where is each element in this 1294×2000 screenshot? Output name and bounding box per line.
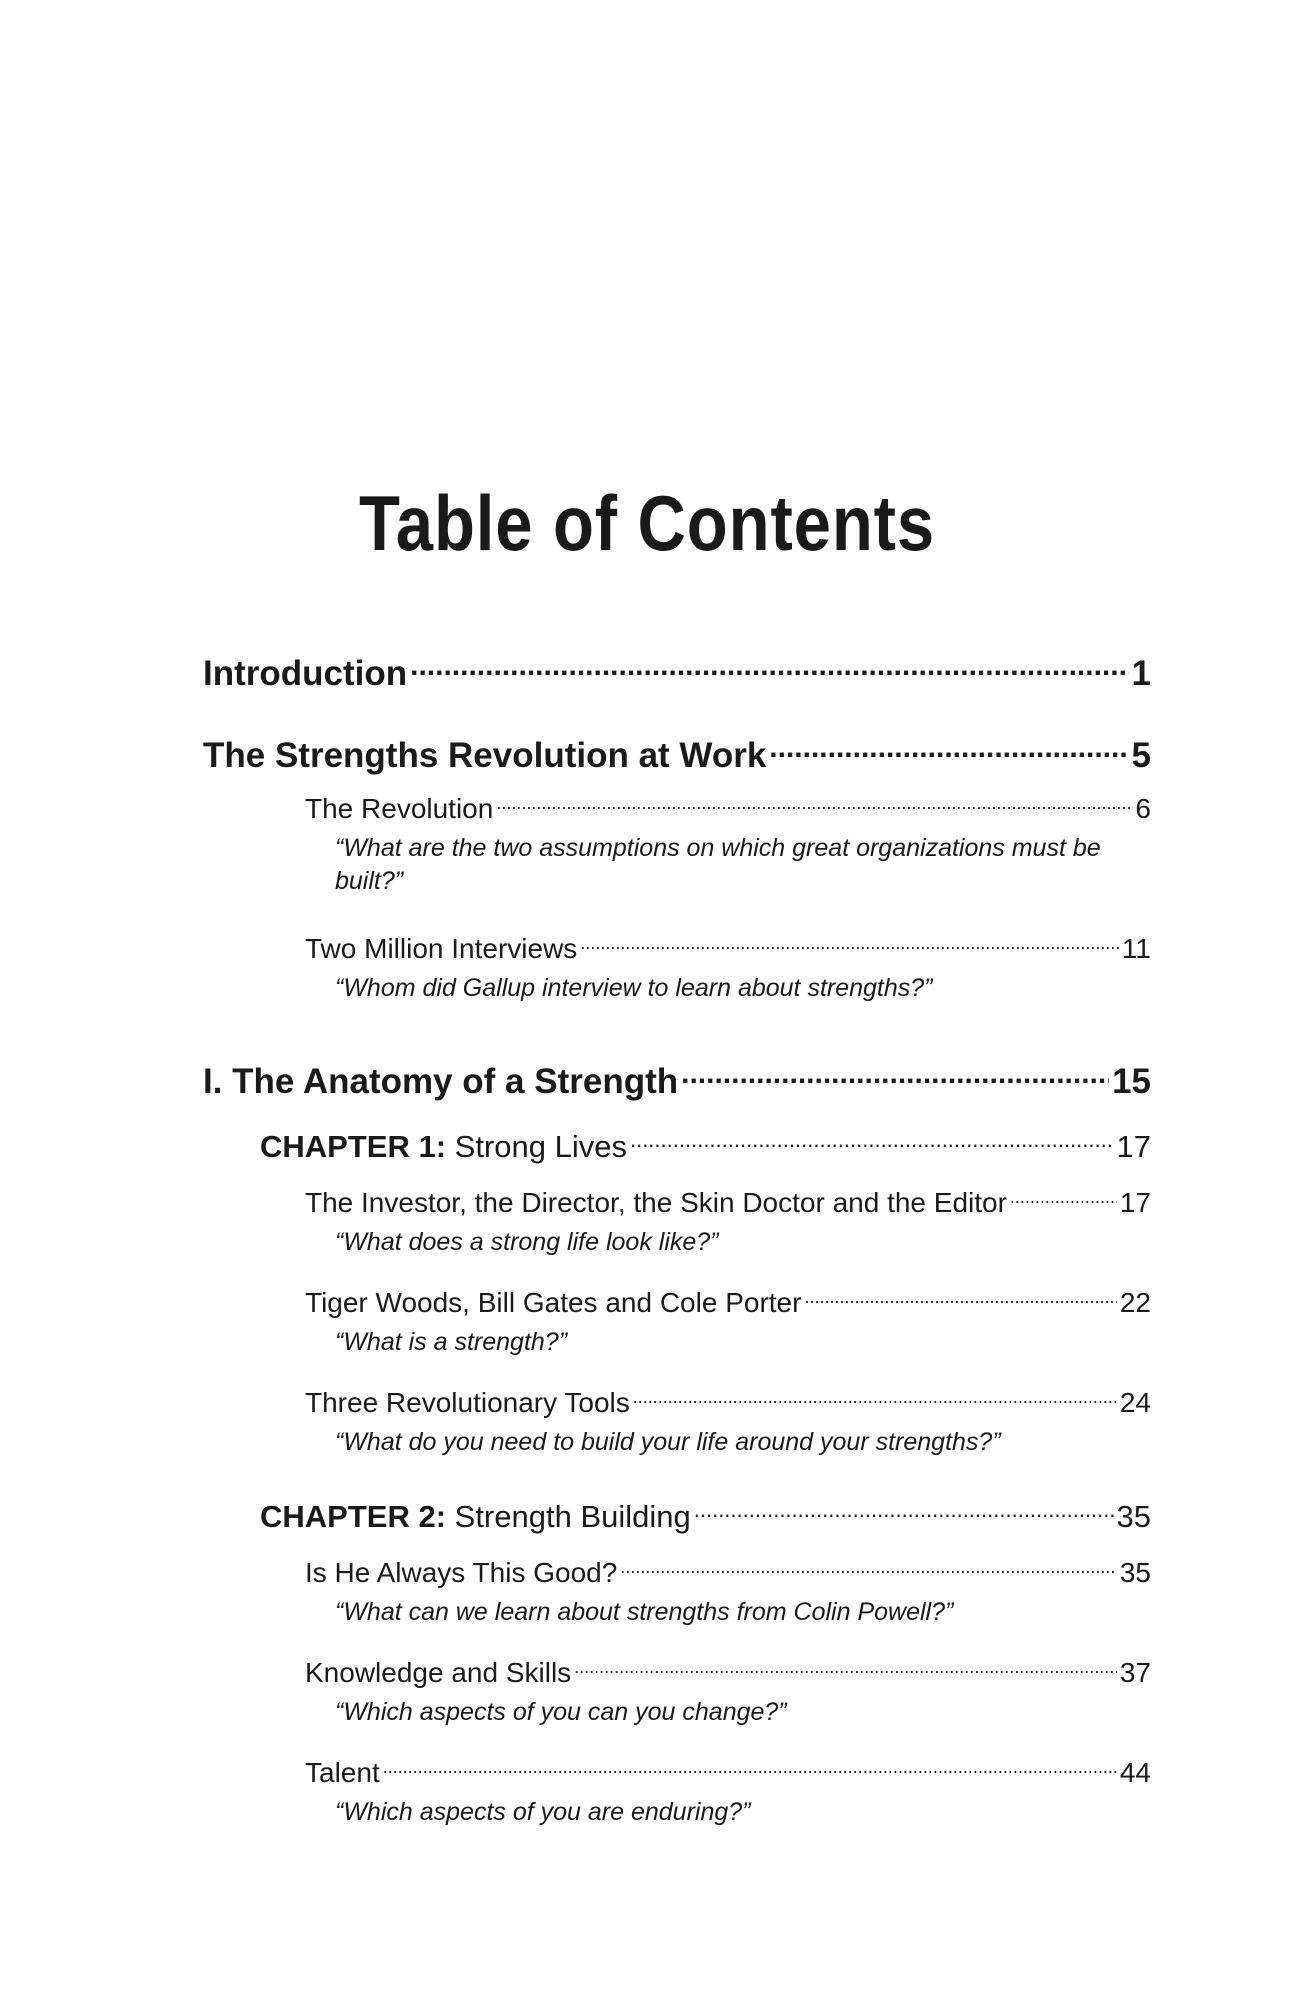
- toc-entry-label: Two Million Interviews: [305, 933, 578, 964]
- toc-entry-anatomy-of-a-strength[interactable]: [203, 1058, 1151, 1102]
- page-title: Table of Contents: [358, 479, 936, 567]
- toc-question: “What does a strong life look like?”: [335, 1228, 719, 1256]
- toc-page-number: 24: [1119, 1387, 1151, 1418]
- toc-entry-label: Is He Always This Good?: [305, 1557, 618, 1588]
- toc-entry-talent[interactable]: [305, 1754, 1151, 1789]
- dot-leader: [681, 1058, 1109, 1093]
- toc-question: “Which aspects of you can you change?”: [335, 1698, 787, 1726]
- toc-page-number: 44: [1119, 1757, 1151, 1788]
- toc-question: “What are the two assumptions on which great organizations must be built?”: [335, 834, 1101, 895]
- chapter-title: Strength Building: [454, 1499, 691, 1534]
- dot-leader: [694, 1496, 1114, 1527]
- toc-entry-strengths-revolution[interactable]: [203, 732, 1151, 776]
- dot-leader: [1010, 1184, 1117, 1212]
- toc-question: “What can we learn about strengths from Colin Powell?”: [335, 1598, 954, 1626]
- toc-entry-label: Introduction: [203, 654, 408, 693]
- chapter-tag: CHAPTER 2:: [260, 1499, 447, 1534]
- toc-entry-chapter-2[interactable]: [260, 1496, 1151, 1535]
- dot-leader: [633, 1384, 1117, 1412]
- dot-leader: [620, 1554, 1117, 1582]
- toc-entry-introduction[interactable]: [203, 650, 1151, 694]
- toc-entry-investor-director[interactable]: [305, 1184, 1151, 1219]
- dot-leader: [804, 1284, 1116, 1312]
- toc-entry-label: The Strengths Revolution at Work: [203, 736, 767, 775]
- toc-page-number: 17: [1116, 1129, 1151, 1164]
- toc-entry-knowledge-and-skills[interactable]: [305, 1654, 1151, 1689]
- chapter-tag: CHAPTER 1:: [260, 1129, 447, 1164]
- dot-leader: [574, 1654, 1117, 1682]
- toc-entry-label: Tiger Woods, Bill Gates and Cole Porter: [305, 1287, 802, 1318]
- toc-entry-label: I. The Anatomy of a Strength: [203, 1062, 679, 1101]
- toc-question: “What is a strength?”: [335, 1328, 568, 1356]
- toc-page-number: 35: [1116, 1499, 1151, 1534]
- toc-page-number: 22: [1119, 1287, 1151, 1318]
- dot-leader: [630, 1126, 1114, 1157]
- dot-leader: [580, 930, 1119, 958]
- toc-page-number: 37: [1119, 1657, 1151, 1688]
- toc-entry-three-revolutionary-tools[interactable]: [305, 1384, 1151, 1419]
- toc-entry-the-revolution[interactable]: [305, 790, 1151, 825]
- toc-page-number: 6: [1135, 793, 1151, 824]
- toc-question: “What do you need to build your life around your strengths?”: [335, 1428, 1001, 1456]
- toc-question: “Whom did Gallup interview to learn about strengths?”: [335, 974, 933, 1002]
- toc-entry-label: [260, 1499, 691, 1535]
- dot-leader: [383, 1754, 1117, 1782]
- toc-entry-label: The Investor, the Director, the Skin Doctor and the Editor: [305, 1187, 1007, 1218]
- toc-page-number: 1: [1131, 654, 1151, 693]
- toc-entry-label: [260, 1129, 627, 1165]
- toc-page-number: 5: [1131, 736, 1151, 775]
- toc-page-number: 15: [1112, 1062, 1151, 1101]
- toc-page-number: 35: [1119, 1557, 1151, 1588]
- chapter-title: Strong Lives: [454, 1129, 627, 1164]
- toc-entry-label: Three Revolutionary Tools: [305, 1387, 630, 1418]
- toc-entry-label: The Revolution: [305, 793, 494, 824]
- toc-entry-two-million-interviews[interactable]: [305, 930, 1151, 965]
- toc-entry-label: Talent: [305, 1757, 380, 1788]
- toc-entry-chapter-1[interactable]: [260, 1126, 1151, 1165]
- toc-entry-tiger-woods[interactable]: [305, 1284, 1151, 1319]
- toc-page-number: 17: [1119, 1187, 1151, 1218]
- toc-page-number: 11: [1121, 933, 1151, 964]
- toc-entry-is-he-always-this-good[interactable]: [305, 1554, 1151, 1589]
- dot-leader: [496, 790, 1132, 818]
- toc-question: “Which aspects of you are enduring?”: [335, 1798, 751, 1826]
- dot-leader: [769, 732, 1128, 767]
- toc-entry-label: Knowledge and Skills: [305, 1657, 572, 1688]
- dot-leader: [410, 650, 1128, 685]
